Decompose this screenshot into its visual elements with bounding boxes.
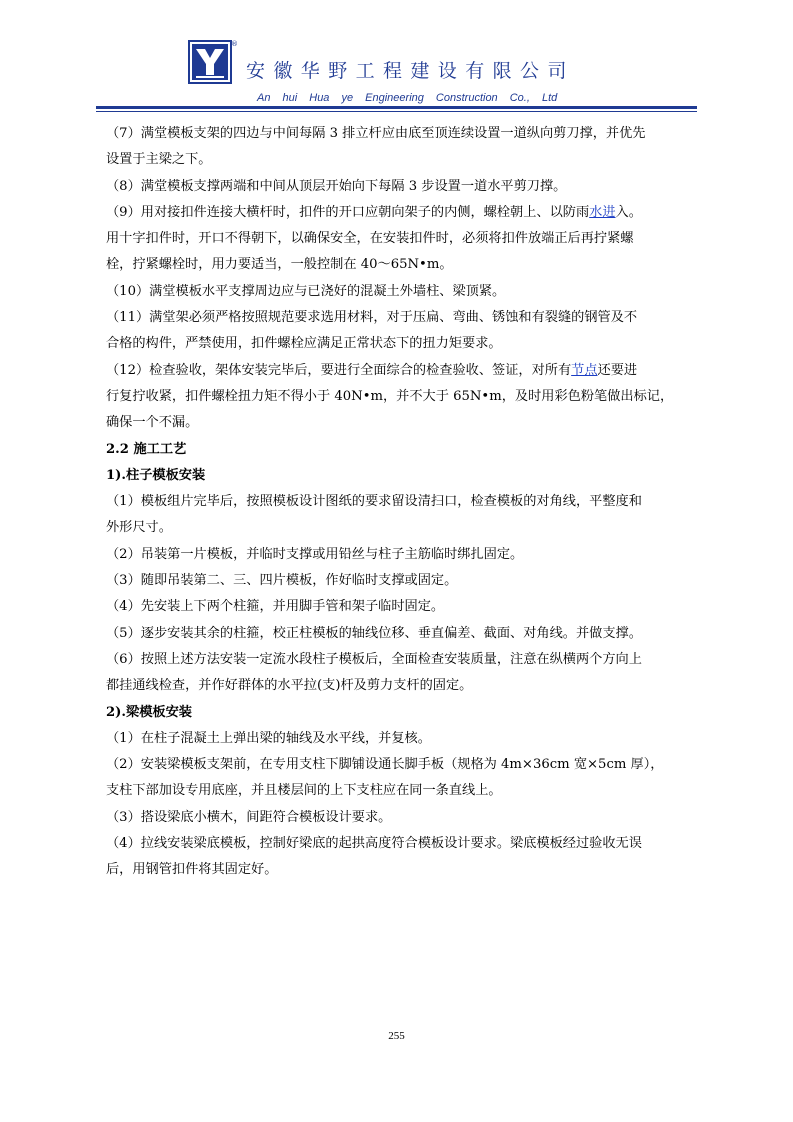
- body-text-line: [106, 568, 696, 594]
- text-run: 栓，拧紧螺栓时，用力要适当，一般控制在 40～65N•m。: [106, 257, 453, 273]
- body-text-line: [106, 489, 696, 515]
- body-text-line: [106, 726, 696, 752]
- body-text-line: [106, 752, 696, 778]
- page-number: 255: [388, 1030, 405, 1042]
- body-text-line: [106, 147, 696, 173]
- body-text-line: [106, 226, 696, 252]
- header-rule-thick: [96, 106, 697, 109]
- body-text-line: [106, 805, 696, 831]
- text-run: 2.2 施工工艺: [106, 441, 187, 457]
- header-rule-thin: [96, 111, 697, 112]
- inline-link[interactable]: 节点: [571, 362, 598, 378]
- body-text-line: [106, 831, 696, 857]
- company-name-english: An hui Hua ye Engineering Construction Co., Ltd: [257, 92, 558, 104]
- body-text-line: [106, 621, 696, 647]
- text-run: 入。: [615, 204, 642, 220]
- body-text-line: [106, 542, 696, 568]
- body-text-line: [106, 384, 696, 410]
- text-run: （3）搭设梁底小横木，间距符合模板设计要求。: [106, 809, 392, 825]
- registered-mark: ®: [231, 40, 238, 48]
- body-text-line: [106, 673, 696, 699]
- text-run: 1).柱子模板安装: [106, 467, 206, 483]
- text-run: 确保一个不漏。: [106, 415, 199, 431]
- body-text-line: [106, 358, 696, 384]
- body-text-line: [106, 252, 696, 278]
- body-text-line: [106, 647, 696, 673]
- text-run: （10）满堂模板水平支撑周边应与已浇好的混凝土外墙柱、梁顶紧。: [106, 283, 506, 299]
- body-text-line: [106, 279, 696, 305]
- inline-link[interactable]: 水进: [589, 204, 616, 220]
- body-text-line: [106, 121, 696, 147]
- body-text-line: [106, 331, 696, 357]
- text-run: 外形尺寸。: [106, 520, 172, 536]
- text-run: （5）逐步安装其余的柱箍，校正柱模板的轴线位移、垂直偏差、截面、对角线。并做支撑。: [106, 625, 642, 641]
- text-run: （6）按照上述方法安装一定流水段柱子模板后，全面检查安装质量，注意在纵横两个方向上: [106, 651, 642, 667]
- body-text-line: [106, 857, 696, 883]
- text-run: （12）检查验收，架体安装完毕后，要进行全面综合的检查验收、签证，对所有: [106, 362, 572, 378]
- body-text-line: [106, 594, 696, 620]
- text-run: （1）在柱子混凝土上弹出梁的轴线及水平线，并复核。: [106, 730, 431, 746]
- text-run: （9）用对接扣件连接大横杆时，扣件的开口应朝向架子的内侧，螺栓朝上、以防雨: [106, 204, 590, 220]
- text-run: （1）模板组片完毕后，按照模板设计图纸的要求留设清扫口，检查模板的对角线，平整度和: [106, 494, 642, 510]
- company-logo-icon: [188, 40, 232, 84]
- text-run: 都挂通线检查，并作好群体的水平拉(支)杆及剪力支杆的固定。: [106, 678, 473, 694]
- text-run: 用十字扣件时，开口不得朝下，以确保安全，在安装扣件时，必须将扣件放端正后再拧紧螺: [106, 231, 634, 247]
- text-run: 后，用钢管扣件将其固定好。: [106, 862, 278, 878]
- text-run: 2).梁模板安装: [106, 704, 192, 720]
- section-heading: [106, 437, 696, 463]
- text-run: 还要进: [597, 362, 638, 378]
- body-text-line: [106, 200, 696, 226]
- body-text-line: [106, 410, 696, 436]
- body-text-line: [106, 174, 696, 200]
- text-run: （8）满堂模板支撑两端和中间从顶层开始向下每隔 3 步设置一道水平剪刀撑。: [106, 178, 567, 194]
- text-run: （11）满堂架必须严格按照规范要求选用材料，对于压扁、弯曲、锈蚀和有裂缝的钢管及不: [106, 310, 638, 326]
- section-heading: [106, 463, 696, 489]
- text-run: （2）吊装第一片模板，并临时支撑或用铅丝与柱子主筋临时绑扎固定。: [106, 546, 524, 562]
- body-text-line: [106, 305, 696, 331]
- text-run: 设置于主梁之下。: [106, 152, 212, 168]
- text-run: （3）随即吊装第二、三、四片模板，作好临时支撑或固定。: [106, 573, 458, 589]
- text-run: 行复拧收紧，扣件螺栓扭力矩不得小于 40N•m，并不大于 65N•m，及时用彩色粉笔做出标记，: [106, 388, 674, 404]
- section-heading: [106, 700, 696, 726]
- body-text-line: [106, 515, 696, 541]
- company-name-chinese: 安徽华野工程建设有限公司: [246, 60, 575, 82]
- text-run: （2）安装梁模板支架前，在专用支柱下脚铺设通长脚手板（规格为 4m×36cm 宽×5cm 厚），: [106, 757, 664, 773]
- text-run: （4）拉线安装梁底模板，控制好梁底的起拱高度符合模板设计要求。梁底模板经过验收无误: [106, 836, 642, 852]
- text-run: 支柱下部加设专用底座，并且楼层间的上下支柱应在同一条直线上。: [106, 783, 502, 799]
- body-text-line: [106, 778, 696, 804]
- page-header: [0, 0, 793, 118]
- text-run: 合格的构件，严禁使用，扣件螺栓应满足正常状态下的扭力矩要求。: [106, 336, 502, 352]
- text-run: （4）先安装上下两个柱箍，并用脚手管和架子临时固定。: [106, 599, 445, 615]
- text-run: （7）满堂模板支架的四边与中间每隔 3 排立杆应由底至顶连续设置一道纵向剪刀撑，并优先: [106, 126, 646, 141]
- document-body: [106, 121, 696, 884]
